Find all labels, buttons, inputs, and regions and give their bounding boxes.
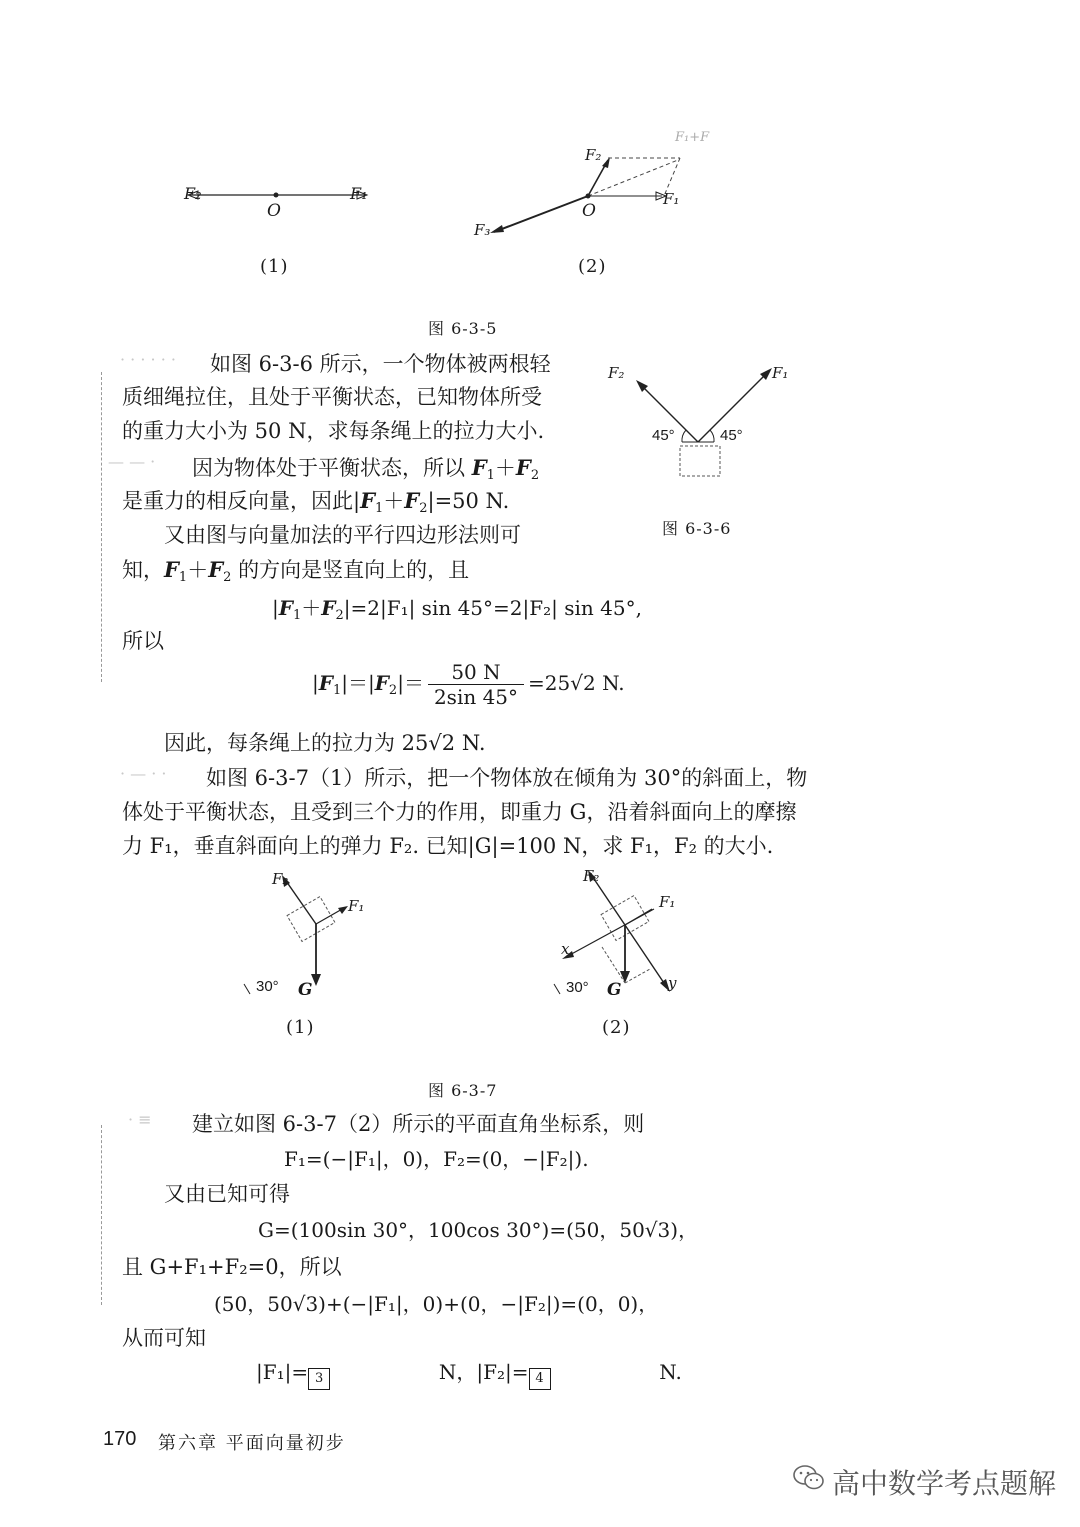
sol-answer-end: N.	[659, 1360, 682, 1384]
ex1-fraction-numerator: 50 N	[428, 660, 524, 685]
solution-tag-1: — — ·	[108, 452, 156, 471]
fig636-f2-label: F₂	[608, 364, 625, 382]
sol-answer-f1: |F₁|=	[256, 1360, 309, 1384]
ex1-line7-text: 的方向是竖直向上的，且	[231, 558, 470, 582]
fig637-caption: 图 6-3-7	[428, 1081, 498, 1100]
ex2-line2: 体处于平衡状态，且受到三个力的作用，即重力 G，沿着斜面向上的摩擦	[122, 800, 797, 824]
wechat-icon	[792, 1463, 826, 1493]
fig635-1-f1-label: F₁	[350, 184, 368, 203]
ex1-line7-prefix: 知，	[122, 558, 164, 582]
sol-line1: 建立如图 6-3-7（2）所示的平面直角坐标系，则	[192, 1112, 645, 1136]
watermark-label: 高中数学考点题解	[832, 1467, 1057, 1500]
ex1-line4-text: 因为物体处于平衡状态，所以	[192, 456, 472, 480]
ex1-equation1-rhs: =2|F₁| sin 45°=2|F₂| sin 45°,	[350, 596, 642, 620]
figure-6-3-6	[600, 360, 800, 490]
sol-answer	[256, 1356, 682, 1390]
ex1-line4: 因为物体处于平衡状态，所以 $F_1+F_2$	[192, 455, 540, 483]
ex1-line5: 是重力的相反向量，因此$|F_1+F_2|=50$ N.	[122, 488, 510, 516]
ex1-line5-text: 是重力的相反向量，因此	[122, 489, 353, 513]
fig636-f1-label: F₁	[772, 364, 789, 382]
chapter-title: 第六章 平面向量初步	[158, 1433, 346, 1454]
fig635-2-f3-label: F₃	[474, 221, 491, 239]
ex1-equation1: $|F_1+F_2|=2|F_1|$ sin 45°=2|F₂| sin 45°,	[272, 596, 642, 623]
fig636-angle-left: 45°	[652, 427, 675, 444]
sol-equation3: (50，50√3)+(−|F₁|，0)+(0，−|F₂|)=(0，0)，	[214, 1292, 659, 1316]
ex2-line1: 如图 6-3-7（1）所示，把一个物体放在倾角为 30°的斜面上，物	[206, 766, 808, 790]
ex1-line7: 知，$F_1+F_2$ 的方向是竖直向上的，且	[122, 557, 470, 585]
ex1-fraction-denominator: 2sin 45°	[433, 685, 519, 709]
page-number: 170	[103, 1428, 137, 1450]
margin-dash-1	[101, 372, 102, 682]
fig637-2-x-label: x	[561, 940, 570, 958]
fig637-2-y-label: y	[668, 974, 677, 992]
example-tag-2: · — · ·	[120, 764, 167, 783]
fig635-2-f1-label: F₁	[663, 190, 680, 208]
fig637-2-f2-label: F₂	[583, 867, 600, 885]
ex1-so: 所以	[122, 629, 164, 653]
fig637-1-f2-label: F₂	[272, 870, 289, 888]
solution-tag-2: · ≡	[128, 1110, 152, 1129]
ex1-line2: 质细绳拉住，且处于平衡状态，已知物体所受	[122, 385, 542, 409]
ex1-line6: 又由图与向量加法的平行四边形法则可	[164, 523, 521, 547]
fig635-caption: 图 6-3-5	[428, 319, 498, 338]
fig637-2-caption: (2)	[602, 1017, 631, 1038]
ex1-conclusion: 因此，每条绳上的拉力为 25√2 N.	[164, 731, 486, 755]
sol-answer-f2: N，|F₂|=	[438, 1360, 529, 1384]
fig636-caption: 图 6-3-6	[662, 519, 732, 538]
ex1-line5-value: =50 N.	[434, 489, 510, 513]
fig635-2-sum-label: F₁+F	[675, 130, 710, 145]
sol-line4: 从而可知	[122, 1326, 206, 1350]
ex2-line3: 力 F₁，垂直斜面向上的弹力 F₂. 已知|G|=100 N，求 F₁，F₂ 的大小.	[122, 834, 774, 858]
fig635-1-o-label: O	[267, 201, 281, 221]
blank-box-3[interactable]: 3	[308, 1368, 330, 1390]
fig637-1-caption: (1)	[286, 1017, 315, 1038]
fig637-1-angle: 30°	[256, 978, 279, 995]
fig635-2-o-label: O	[582, 201, 596, 221]
fig636-angle-right: 45°	[720, 427, 743, 444]
fig637-1-g-label: G	[298, 980, 313, 1000]
fig637-2-f1-label: F₁	[659, 893, 676, 911]
sol-equation2: G=(100sin 30°，100cos 30°)=(50，50√3)，	[258, 1218, 699, 1242]
fig635-1-f2-label: F₂	[184, 184, 202, 203]
fig637-2-g-label: G	[607, 980, 622, 1000]
fig637-2-angle: 30°	[566, 979, 589, 996]
fig635-1-caption: (1)	[260, 256, 289, 277]
margin-dash-2	[101, 1125, 102, 1305]
fig637-1-f1-label: F₁	[348, 897, 365, 915]
example-tag-1: · · · · · ·	[120, 350, 176, 369]
sol-equation1: F₁=(−|F₁|，0)，F₂=(0，−|F₂|).	[284, 1147, 589, 1171]
sol-line2: 又由已知可得	[164, 1182, 290, 1206]
ex1-equation2-rhs: =25√2 N.	[528, 671, 625, 695]
ex1-line3: 的重力大小为 50 N，求每条绳上的拉力大小.	[122, 419, 545, 443]
ex1-line1: 如图 6-3-6 所示，一个物体被两根轻	[210, 352, 551, 376]
blank-box-4[interactable]: 4	[529, 1368, 551, 1390]
fig635-2-caption: (2)	[578, 256, 607, 277]
sol-line3: 且 G+F₁+F₂=0，所以	[122, 1255, 342, 1279]
ex1-equation2: $|F_1|=|F_2|=$ $\frac{50 N}{2\sin 45^\circ}$ =25√2 N.	[312, 660, 625, 709]
fig635-2-f2-label: F₂	[585, 146, 602, 164]
